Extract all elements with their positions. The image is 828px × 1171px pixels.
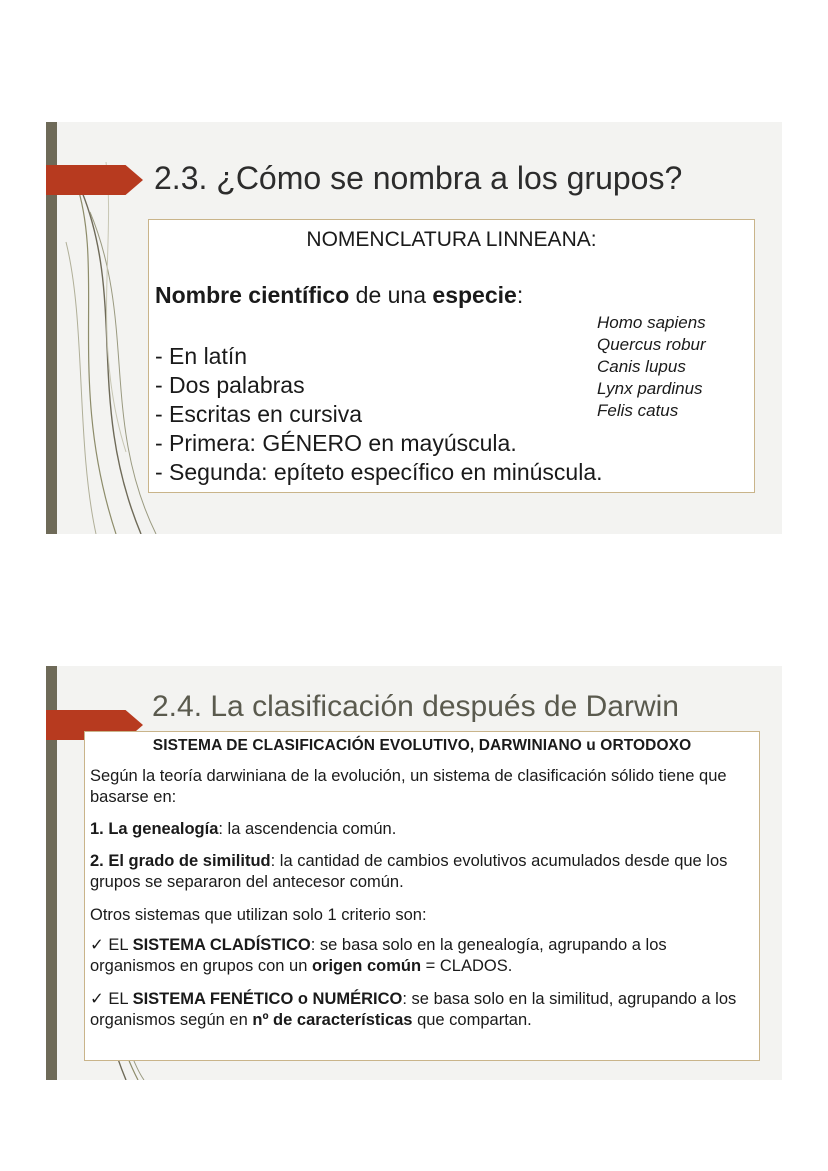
classification-box xyxy=(84,731,760,1061)
slide-title: 2.4. La clasificación después de Darwin xyxy=(152,690,679,723)
list-item: Canis lupus xyxy=(597,357,686,376)
slide-2-3 xyxy=(46,122,782,534)
slide-2-4 xyxy=(46,666,782,1080)
list-item: Felis catus xyxy=(597,401,679,420)
title-arrow xyxy=(46,165,143,195)
list-item: - Dos palabras xyxy=(155,372,305,398)
box-heading: SISTEMA DE CLASIFICACIÓN EVOLUTIVO, DARWINIANO u ORTODOXO xyxy=(152,737,692,754)
list-item: 1. La genealogía: la ascendencia común. xyxy=(90,820,397,838)
list-item: - Escritas en cursiva xyxy=(155,401,363,427)
list-item: Lynx pardinus xyxy=(597,379,703,398)
intro-text: Según la teoría darwiniana de la evolución, un sistema de clasificación sólido tiene que basarse en: xyxy=(90,767,727,806)
list-item: Quercus robur xyxy=(597,335,706,354)
list-item: - Segunda: epíteto específico en minúscula. xyxy=(155,459,603,485)
list-item: ✓ EL SISTEMA CLADÍSTICO: se basa solo en la genealogía, agrupando a los organismos en grupos con un origen común = CLADOS. xyxy=(90,936,667,975)
list-item: - En latín xyxy=(155,343,248,369)
box-heading: NOMENCLATURA LINNEANA: xyxy=(306,228,597,251)
species-examples xyxy=(597,312,706,422)
slide-title: 2.3. ¿Cómo se nombra a los grupos? xyxy=(154,160,683,196)
nomenclature-box xyxy=(148,219,755,493)
list-item: 2. El grado de similitud: la cantidad de cambios evolutivos acumulados desde que los grupos se separaron del antecesor común. xyxy=(90,852,728,891)
list-item: Homo sapiens xyxy=(597,313,706,332)
box-subtitle: Nombre científico de una especie: xyxy=(155,282,524,308)
rules-list xyxy=(155,342,603,487)
list-item: - Primera: GÉNERO en mayúscula. xyxy=(155,430,517,456)
others-text: Otros sistemas que utilizan solo 1 criterio son: xyxy=(90,906,427,924)
list-item: ✓ EL SISTEMA FENÉTICO o NUMÉRICO: se basa solo en la similitud, agrupando a los organismos según en nº de características que compartan. xyxy=(90,990,737,1029)
